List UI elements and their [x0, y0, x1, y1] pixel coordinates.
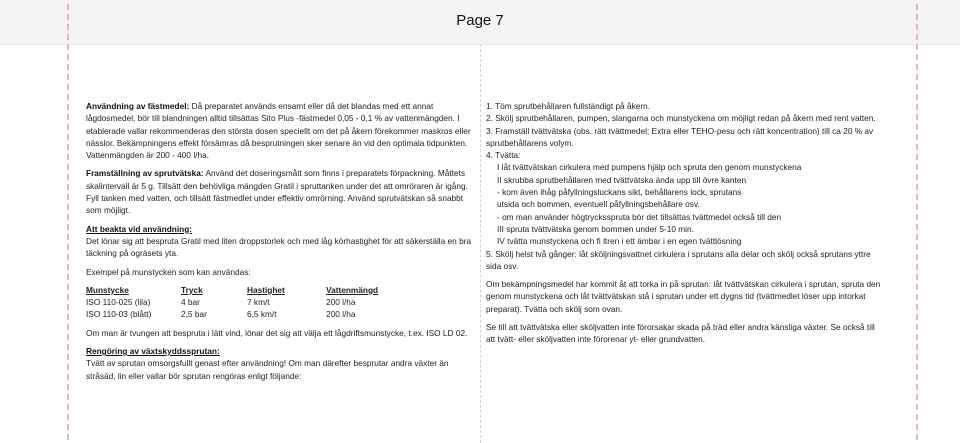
cleaning-steps — [486, 100, 886, 272]
list-item: 5. Skölj helst två gånger: låt sköljningsvattnet cirkulera i sprutans alla delar och skölj också sprutans yttre sida osv. — [486, 248, 871, 271]
table-cell: 200 l/ha — [326, 297, 356, 308]
center-fold-line — [480, 44, 481, 443]
list-item: II skrubba sprutbehållaren med tvättvätska ända upp till övre kanten — [497, 174, 747, 185]
usage-heading: Användning av fästmedel: — [86, 101, 190, 111]
list-item: 4. Tvätta: — [486, 150, 521, 161]
environment-paragraph: Se till att tvättvätska eller sköljvatten inte förorsakar skada på träd eller andra känsliga växter. Se också till att tvätt- eller sköljvatten inte förorenar yt- eller grundvatten. — [486, 322, 875, 345]
column-header: Hastighet — [247, 284, 285, 295]
list-item: I låt tvättvätskan cirkulera med pumpens hjälp och spruta den genom munstyckena — [497, 162, 802, 173]
table-cell: ISO 110-025 (lila) — [86, 297, 151, 308]
drift-note: Om man är tvungen att bespruta i lätt vind, lönar det sig att välja ett lågdriftsmunstycke, t.ex. ISO LD 02. — [86, 327, 468, 338]
cleaning-heading: Rengöring av växtskyddssprutan: — [86, 346, 220, 357]
examples-label: Exempel på munstycken som kan användas: — [86, 266, 251, 277]
list-item: - kom även ihåg påfyllningsluckans sikt, behållarens lock, sprutans — [497, 187, 742, 198]
mixing-text: Använd det doseringsmått som finns i preparatets förpackning. Måttets skalintervall är 5 g. Tillsätt den behövliga mängden Gratil i spruttanken under det att omröraren är igång. Fyll tanken med vatten, och tillsätt fästmedlet under effektiv omrörning. Använd sprutvätskan så snabbt som möjligt. — [86, 168, 468, 216]
column-header: Tryck — [181, 284, 203, 295]
list-item: 3. Framställ tvättvätska (obs. rätt tvättmedel; Extra eller TEHO-pesu och rätt koncentration) till ca 20 % av sprutbehållarens volym. — [486, 125, 874, 148]
table-cell: 7 km/t — [247, 297, 270, 308]
nozzle-table — [86, 284, 416, 321]
table-cell: 4 bar — [181, 297, 200, 308]
table-cell: 200 l/ha — [326, 309, 356, 320]
list-item: IV tvätta munstyckena och fi ltren i ett ämbar i en egen tvättlösning — [497, 236, 742, 247]
usage-text: Då preparatet används ensamt eller då det blandas med ett annat lågdosmedel, bör till blandningen alltid tillsättas Sito Plus -fästmedel 0,05 - 0,1 % av vattenmängden. I etablerade vallar rekommenderas den största dosen speciellt om det på åkern förekommer maskros eller nässlor. Bekämpningens effekt försämras då besprutningen sker senare än vid den optimala tidpunkten. Vattenmängden är 200 - 400 l/ha. — [86, 101, 471, 161]
list-item: III spruta tvättvätska genom bommen under 5-10 min. — [497, 223, 694, 234]
cleaning-text: Tvätt av sprutan omsorgsfullt genast efter användning! Om man därefter besprutar andra växter än stråsäd, lin eller vallar bör sprutan rengöras enligt följande: — [86, 358, 449, 381]
list-item: utsida och bommen, eventuell påfyllningsbehållare osv. — [497, 199, 700, 210]
notice-text: Det lönar sig att bespruta Gratil med liten droppstorlek och med låg körhastighet för att säkerställa en bra täckning på ogräsets yta. — [86, 235, 472, 259]
table-row — [86, 308, 416, 320]
column-header: Munstycke — [86, 284, 129, 295]
table-cell: 6,5 km/t — [247, 309, 277, 320]
column-header: Vattenmängd — [326, 284, 379, 295]
mixing-heading: Framställning av sprutvätska: — [86, 168, 204, 179]
right-column — [486, 100, 886, 352]
table-header-row — [86, 284, 416, 296]
left-column — [86, 100, 472, 388]
list-item: 1. Töm sprutbehållaren fullständigt på åkern. — [486, 101, 651, 111]
page-title: Page 7 — [456, 12, 504, 29]
list-item: - om man använder högtrycksspruta bör det tillsättas tvättmedel också till den — [497, 211, 782, 222]
notice-heading: Att beakta vid användning: — [86, 223, 193, 234]
mixing-paragraph — [86, 167, 472, 216]
table-row — [86, 296, 416, 308]
list-item: 2. Skölj sprutbehållaren, pumpen, slangarna och munstyckena om möjligt redan på åkern med rent vatten. — [486, 113, 876, 124]
page-header — [0, 0, 960, 45]
usage-paragraph — [86, 100, 472, 161]
table-cell: ISO 110-03 (blått) — [86, 309, 152, 320]
table-cell: 2,5 bar — [181, 309, 207, 320]
dried-residue-paragraph: Om bekämpningsmedel har kommit åt att torka in på sprutan: låt tvättvätskan cirkulera i sprutan, spruta den genom munstyckena och låt tvättvätskan stå i sprutan under ett dygns tid (tvättmedlet löser upp intorkat preparat). Tvätta och skölj som ovan. — [486, 279, 881, 314]
